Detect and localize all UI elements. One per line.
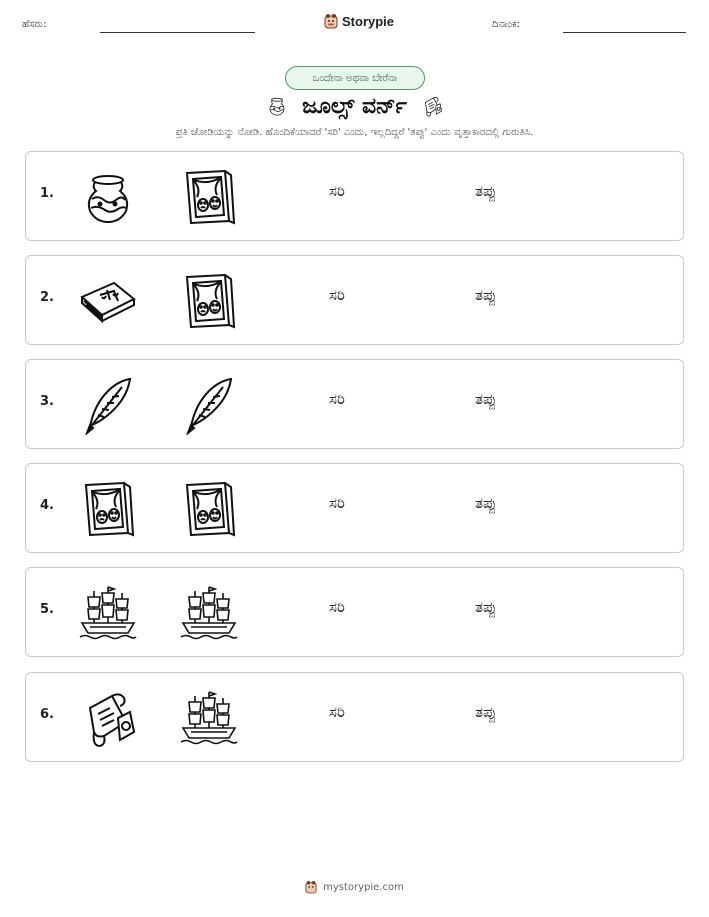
question-row	[25, 151, 684, 241]
option-correct[interactable]: ಸರಿ	[329, 598, 345, 616]
question-number: 4.	[40, 498, 54, 513]
name-line[interactable]	[100, 32, 255, 33]
option-correct[interactable]: ಸರಿ	[329, 182, 345, 200]
question-number: 5.	[40, 602, 54, 617]
law-book-icon	[78, 271, 138, 331]
question-row	[25, 463, 684, 553]
storypie-logo-icon	[305, 880, 317, 894]
brand-name: Storypie	[342, 13, 395, 29]
question-row	[25, 567, 684, 657]
theater-book-icon	[78, 479, 138, 539]
option-wrong[interactable]: ತಪ್ಪು	[475, 703, 497, 721]
question-number: 3.	[40, 394, 54, 409]
title-row	[0, 90, 709, 122]
question-row	[25, 359, 684, 449]
question-number: 1.	[40, 186, 54, 201]
option-correct[interactable]: ಸರಿ	[329, 286, 345, 304]
option-wrong[interactable]: ತಪ್ಪು	[475, 598, 497, 616]
ship-icon	[78, 583, 138, 643]
question-number: 6.	[40, 707, 54, 722]
question-row	[25, 255, 684, 345]
option-wrong[interactable]: ತಪ್ಪು	[475, 390, 497, 408]
name-label: ಹೆಸರು:	[22, 19, 47, 30]
paper-icon	[78, 688, 138, 748]
option-correct[interactable]: ಸರಿ	[329, 703, 345, 721]
option-wrong[interactable]: ತಪ್ಪು	[475, 286, 497, 304]
quill-icon	[179, 375, 239, 435]
storypie-logo-icon	[324, 13, 338, 29]
instructions: ಪ್ರತಿ ಜೋಡಿಯನ್ನು ನೋಡಿ. ಹೊಂದಿಕೆಯಾದರೆ 'ಸರಿ' ಎಂದು, ಇಲ್ಲದಿದ್ದರೆ 'ತಪ್ಪು' ಎಂದು ವೃತ್ತಾಕಾರದಲ್ಲಿ ಗುರುತಿಸಿ.	[175, 127, 534, 138]
option-wrong[interactable]: ತಪ್ಪು	[475, 182, 497, 200]
theater-book-icon	[179, 479, 239, 539]
footer-url: mystorypie.com	[323, 881, 404, 893]
page-title: ಜೂಲ್ಸ್ ವರ್ನ್	[302, 93, 407, 119]
question-row	[25, 672, 684, 762]
worksheet-type-badge: ಒಂದೇನಾ ಅಥವಾ ಬೇರೆನಾ	[285, 66, 425, 90]
brand	[324, 13, 394, 29]
option-correct[interactable]: ಸರಿ	[329, 494, 345, 512]
pot-icon	[78, 167, 138, 227]
theater-book-icon	[179, 167, 239, 227]
question-number: 2.	[40, 290, 54, 305]
footer	[0, 880, 709, 894]
ship-icon	[179, 688, 239, 748]
quill-icon	[78, 375, 138, 435]
theater-book-icon	[179, 271, 239, 331]
paper-icon	[421, 95, 443, 117]
option-correct[interactable]: ಸರಿ	[329, 390, 345, 408]
ship-icon	[179, 583, 239, 643]
pot-icon	[266, 95, 288, 117]
option-wrong[interactable]: ತಪ್ಪು	[475, 494, 497, 512]
date-label: ದಿನಾಂಕ:	[492, 19, 520, 30]
date-line[interactable]	[563, 32, 686, 33]
